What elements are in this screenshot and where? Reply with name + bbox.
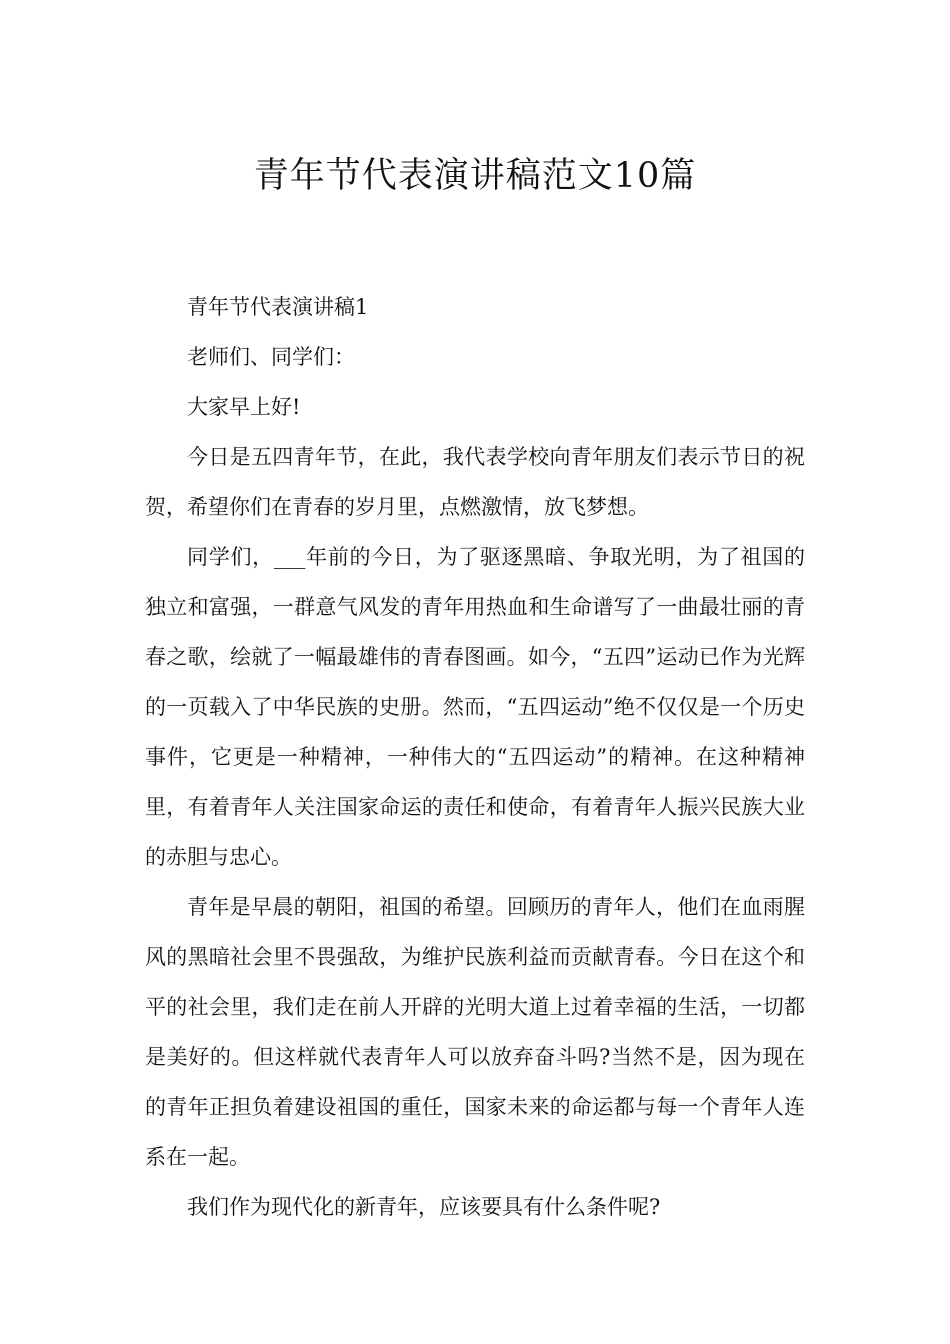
paragraph: 青年是早晨的朝阳，祖国的希望。回顾历的青年人，他们在血雨腥风的黑暗社会里不畏强敌，为维护民族利益而贡献青春。今日在这个和平的社会里，我们走在前人开辟的光明大道上过着幸福的生活，一切都是美好的。但这样就代表青年人可以放弃奋斗吗?当然不是，因为现在的青年正担负着建设祖国的重任，国家未来的命运都与每一个青年人连系在一起。 (145, 895, 805, 1169)
salutation: 老师们、同学们： (187, 345, 355, 369)
document-title: 青年节代表演讲稿范文10篇 (253, 156, 697, 197)
document-body (145, 282, 805, 1232)
paragraph: 今日是五四青年节，在此，我代表学校向青年朋友们表示节日的祝贺，希望你们在青春的岁月里，点燃激情，放飞梦想。 (145, 445, 805, 519)
paragraph: 我们作为现代化的新青年，应该要具有什么条件呢? (187, 1195, 661, 1219)
section-heading: 青年节代表演讲稿1 (187, 295, 369, 319)
greeting: 大家早上好! (187, 395, 301, 419)
paragraph: 同学们，___年前的今日，为了驱逐黑暗、争取光明，为了祖国的独立和富强，一群意气风发的青年用热血和生命谱写了一曲最壮丽的青春之歌，绘就了一幅最雄伟的青春图画。如今，“五四”运动已作为光辉的一页载入了中华民族的史册。然而，“五四运动”绝不仅仅是一个历史事件，它更是一种精神，一种伟大的“五四运动”的精神。在这种精神里，有着青年人关注国家命运的责任和使命，有着青年人振兴民族大业的赤胆与忠心。 (145, 545, 805, 869)
